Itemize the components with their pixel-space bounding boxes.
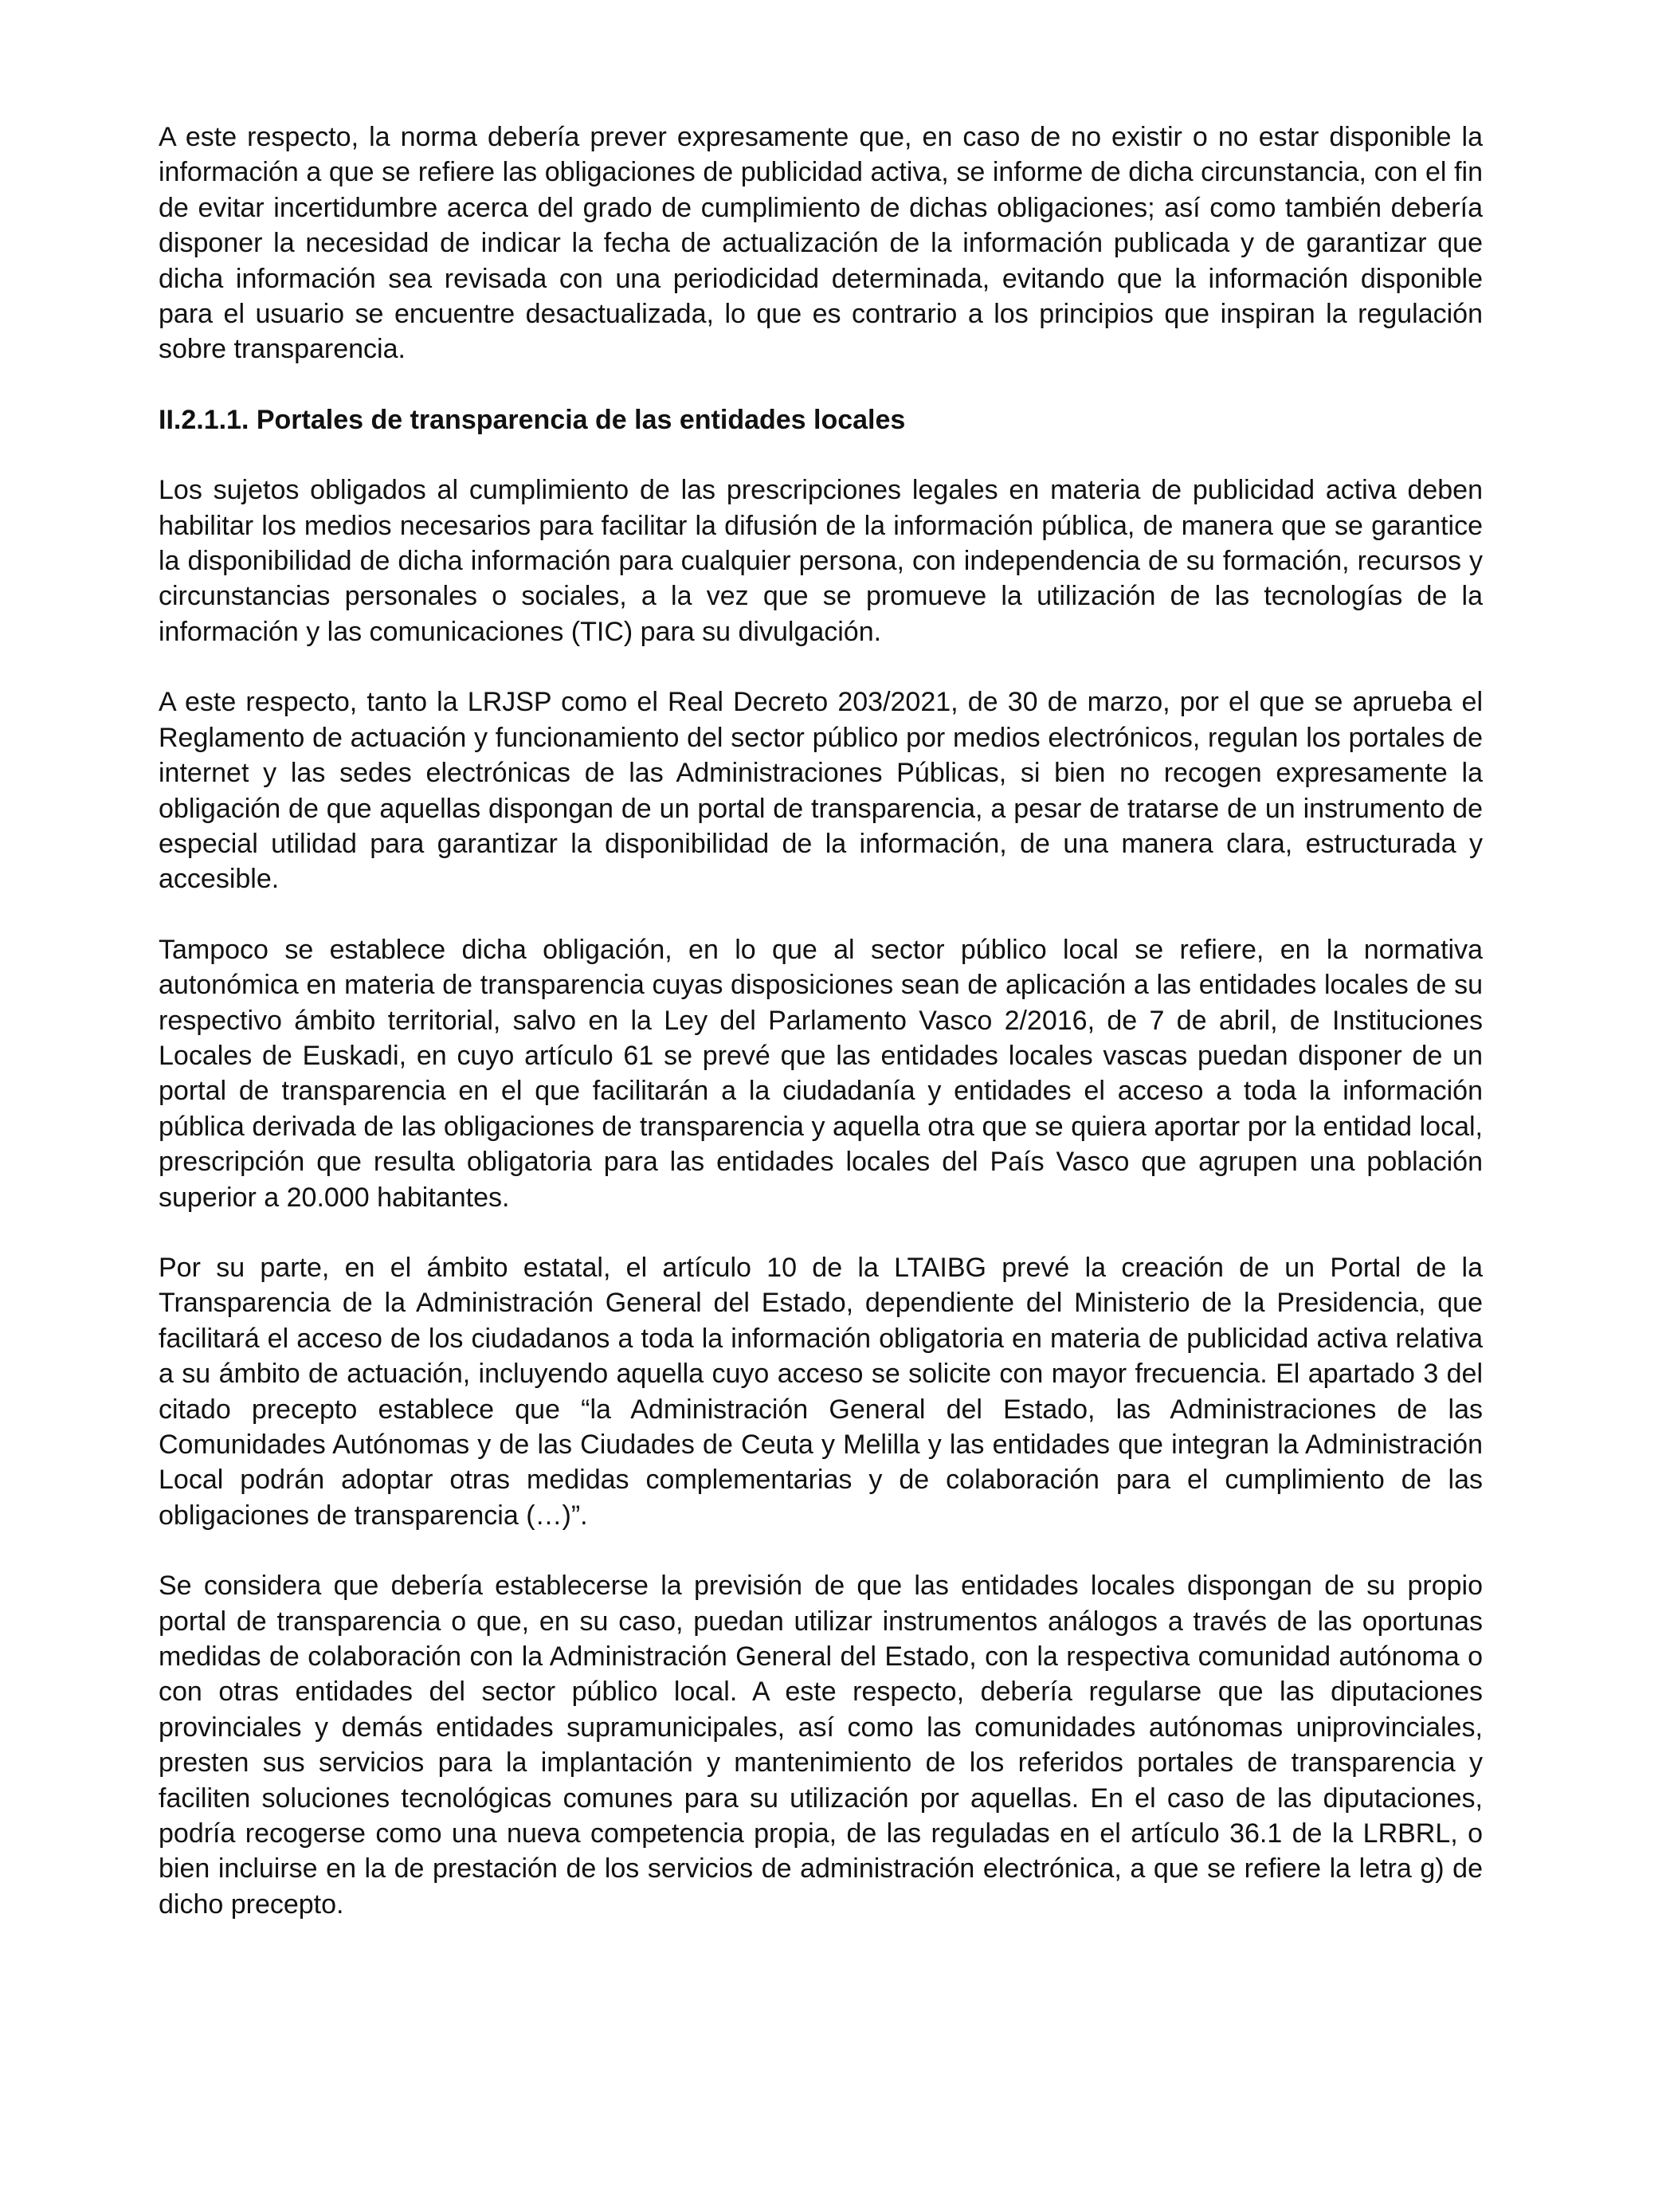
paragraph: Se considera que debería establecerse la previsión de que las entidades locales dispongan de su propio portal de transparencia o que, en su caso, puedan utilizar instrumentos análogos a través de las oportunas medidas de colaboración con la Administración General del Estado, con la respectiva comunidad autónoma o con otras entidades del sector público local. A este respecto, debería regularse que las diputaciones provinciales y demás entidades supramunicipales, así como las comunidades autónomas uniprovinciales, presten sus servicios para la implantación y mantenimiento de los referidos portales de transparencia y faciliten soluciones tecnológicas comunes para su utilización por aquellas. En el caso de las diputaciones, podría recogerse como una nueva competencia propia, de las reguladas en el artículo 36.1 de la LRBRL, o bien incluirse en la de prestación de los servicios de administración electrónica, a que se refiere la letra g) de dicho precepto. — [159, 1571, 1483, 1920]
section-heading: II.2.1.1. Portales de transparencia de las entidades locales — [159, 404, 906, 435]
paragraph: A este respecto, tanto la LRJSP como el Real Decreto 203/2021, de 30 de marzo, por el que se aprueba el Reglamento de actuación y funcionamiento del sector público por medios electrónicos, regulan los portales de internet y las sedes electrónicas de las Administraciones Públicas, si bien no recogen expresamente la obligación de que aquellas dispongan de un portal de transparencia, a pesar de tratarse de un instrumento de especial utilidad para garantizar la disponibilidad de la información, de una manera clara, estructurada y accesible. — [159, 687, 1483, 895]
paragraph: Por su parte, en el ámbito estatal, el artículo 10 de la LTAIBG prevé la creación de un Portal de la Transparencia de la Administración General del Estado, dependiente del Ministerio de la Presidencia, que facilitará el acceso de los ciudadanos a toda la información obligatoria en materia de publicidad activa relativa a su ámbito de actuación, incluyendo aquella cuyo acceso se solicite con mayor frecuencia. El apartado 3 del citado precepto establece que “la Administración General del Estado, las Administraciones de las Comunidades Autónomas y de las Ciudades de Ceuta y Melilla y las entidades que integran la Administración Local podrán adoptar otras medidas complementarias y de colaboración para el cumplimiento de las obligaciones de transparencia (…)”. — [159, 1252, 1483, 1531]
paragraph: Tampoco se establece dicha obligación, en lo que al sector público local se refiere, en la normativa autonómica en materia de transparencia cuyas disposiciones sean de aplicación a las entidades locales de su respectivo ámbito territorial, salvo en la Ley del Parlamento Vasco 2/2016, de 7 de abril, de Instituciones Locales de Euskadi, en cuyo artículo 61 se prevé que las entidades locales vascas puedan disponer de un portal de transparencia en el que facilitarán a la ciudadanía y entidades el acceso a toda la información pública derivada de las obligaciones de transparencia y aquella otra que se quiera aportar por la entidad local, prescripción que resulta obligatoria para las entidades locales del País Vasco que agrupen una población superior a 20.000 habitantes. — [159, 934, 1483, 1213]
paragraph: Los sujetos obligados al cumplimiento de las prescripciones legales en materia de publicidad activa deben habilitar los medios necesarios para facilitar la difusión de la información pública, de manera que se garantice la disponibilidad de dicha información para cualquier persona, con independencia de su formación, recursos y circunstancias personales o sociales, a la vez que se promueve la utilización de las tecnologías de la información y las comunicaciones (TIC) para su divulgación. — [159, 475, 1483, 647]
document-page — [159, 120, 1483, 1957]
paragraph: A este respecto, la norma debería prever expresamente que, en caso de no existir o no estar disponible la información a que se refiere las obligaciones de publicidad activa, se informe de dicha circunstancia, con el fin de evitar incertidumbre acerca del grado de cumplimiento de dichas obligaciones; así como también debería disponer la necesidad de indicar la fecha de actualización de la información publicada y de garantizar que dicha información sea revisada con una periodicidad determinada, evitando que la información disponible para el usuario se encuentre desactualizada, lo que es contrario a los principios que inspiran la regulación sobre transparencia. — [159, 122, 1483, 365]
